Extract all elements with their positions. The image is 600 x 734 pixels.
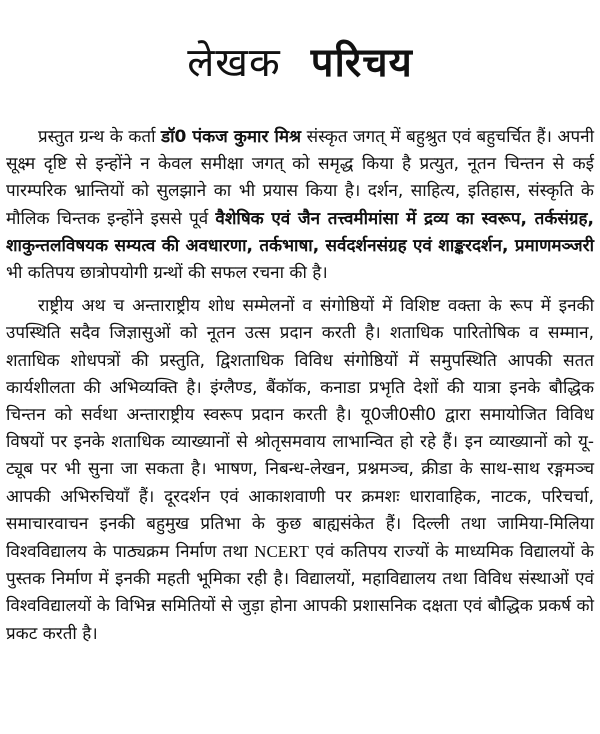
author-introduction-body (6, 124, 594, 648)
text-segment: राष्ट्रीय अथ च अन्ताराष्ट्रीय शोध सम्मेलनों व संगोष्ठियों में विशिष्ट वक्ता के रूप में इनकी उपस्थिति सदैव जिज्ञासुओं को नूतन उत्स प्रदान करती है। शताधिक पारितोषिक व सम्मान, शताधिक शोधपत्रों की प्रस्तुति, द्विशताधिक विविध संगोष्ठियों में समुपस्थिति आपकी सतत कार्यशीलता की अभिव्यक्ति है। इंग्लैण्ड, बैंकॉक, कनाडा प्रभृति देशों की यात्रा इनके बौद्धिक चिन्तन को सर्वथा अन्ताराष्ट्रीय स्वरूप प्रदान करती है। यू0जी0सी0 द्वारा समायोजित विविध विषयों पर इनके शताधिक व्याख्यानों से श्रोतृसमवाय लाभान्वित हो रहे हैं। इन व्याख्यानों को यू-ट्यूब पर भी सुना जा सकता है। भाषण, निबन्ध-लेखन, प्रश्नमञ्च, क्रीडा के साथ-साथ रङ्गमञ्च आपकी अभिरुचियाँ हैं। दूरदर्शन एवं आकाशवाणी पर क्रमशः धारावाहिक, नाटक, परिचर्चा, समाचारवाचन इनकी बहुमुख प्रतिभा के कुछ बाह्यसंकेत हैं। दिल्ली तथा जामिया-मिलिया विश्वविद्यालय के पाठ्यक्रम निर्माण तथा (6, 296, 594, 563)
paragraph-achievements (6, 293, 594, 648)
paragraph-author-works (6, 124, 594, 287)
author-name: डॉ0 पंकज कुमार मिश्र (161, 127, 302, 147)
page-title-word-2: परिचय (310, 39, 413, 86)
text-segment: एवं कतिपय राज्यों के माध्यमिक विद्यालयों के पुस्तक निर्माण में इनकी महती भूमिका रही है। विद्यालयों, महाविद्यालय तथा विविध संस्थाओं एवं विश्वविद्यालयों के विभिन्न समितियों से जुड़ा होना आपकी प्रशासनिक दक्षता एवं बौद्धिक प्रकर्ष को प्रकट करती है। (6, 542, 594, 644)
page-title-word-1: लेखक (187, 39, 281, 86)
ncert-abbreviation: NCERT (254, 542, 309, 562)
text-segment: संस्कृत जगत् में बहुश्रुत एवं बहुचर्चित हैं। अपनी सूक्ष्म दृष्टि से इन्होंने न केवल समीक्षा जगत् को समृद्ध किया है प्रत्युत, नूतन चिन्तन से कई पारम्परिक भ्रान्तियों को सुलझाने का भी प्रयास किया है। दर्शन, साहित्य, इतिहास, संस्कृति के मौलिक चिन्तक इन्होंने इससे पूर्व (6, 127, 594, 229)
book-titles: वैशेषिक एवं जैन तत्त्वमीमांसा में द्रव्य का स्वरूप, तर्कसंग्रह, शाकुन्तलविषयक सम्यत्व की अवधारणा, तर्कभाषा, सर्वदर्शनसंग्रह एवं शाङ्करदर्शन, प्रमाणमञ्जरी (6, 208, 594, 256)
text-segment: प्रस्तुत ग्रन्थ के कर्ता (38, 127, 162, 147)
text-segment: भी कतिपय छात्रोपयोगी ग्रन्थों की सफल रचना की है। (6, 263, 328, 284)
page-title (0, 35, 600, 91)
